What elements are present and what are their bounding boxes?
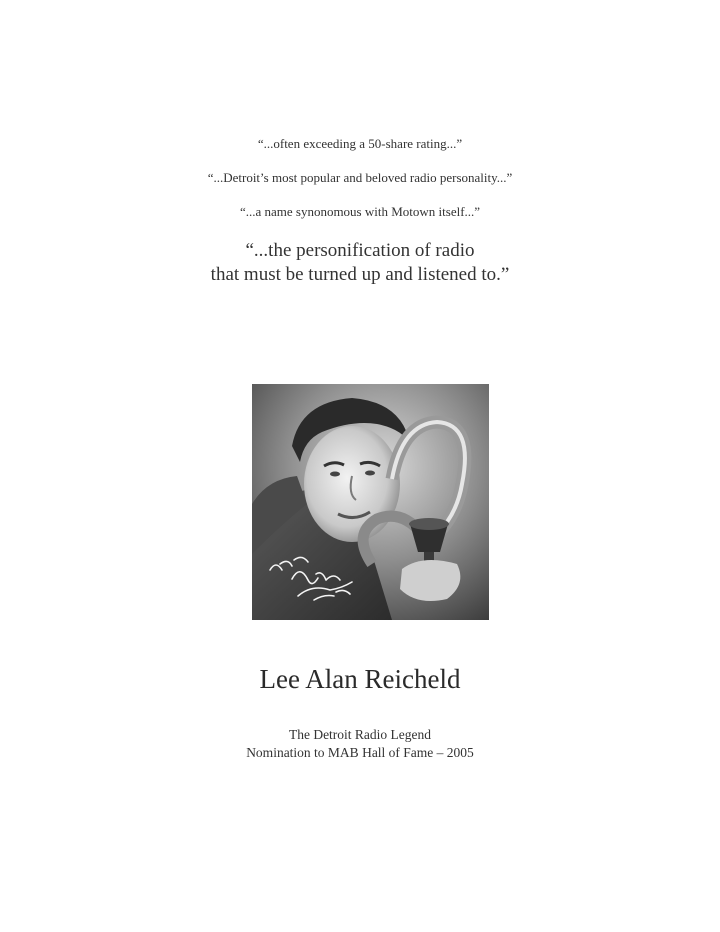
quote-personification-line2: that must be turned up and listened to.” [210,264,510,285]
quote-synonymous-motown: “...a name synonomous with Motown itself...” [239,204,481,219]
quote-popular-personality: “...Detroit’s most popular and beloved radio personality...” [207,170,513,185]
subtitle-nomination: Nomination to MAB Hall of Fame – 2005 [246,745,474,760]
subtitle-legend: The Detroit Radio Legend [288,727,432,742]
quote-share-rating: “...often exceeding a 50-share rating...” [257,136,463,151]
quote-personification-line1: “...the personification of radio [245,240,475,261]
portrait-photo [252,384,489,620]
person-name: Lee Alan Reicheld [259,664,461,694]
quote-personification [0,239,720,287]
portrait-image [252,384,489,620]
